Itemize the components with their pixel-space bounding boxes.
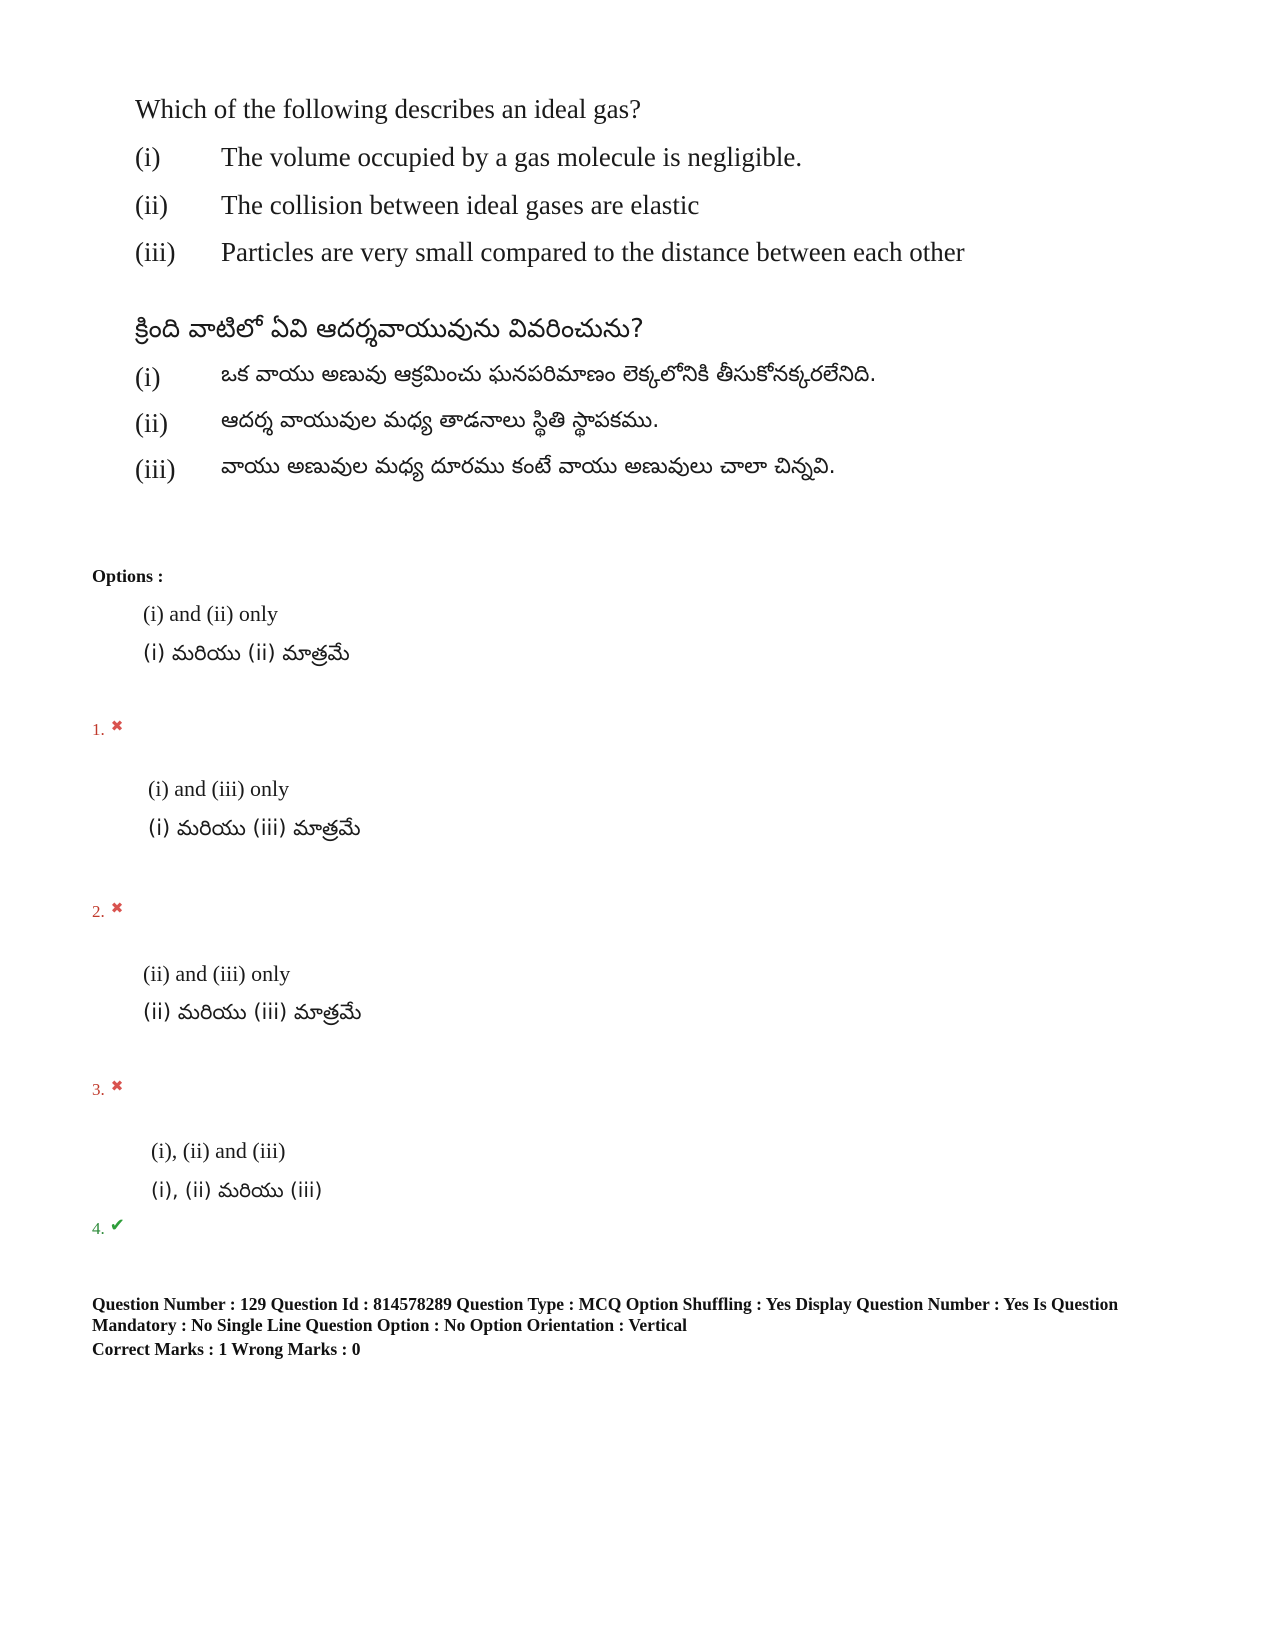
option-1-text-te: (i) మరియు (ii) మాత్రమే: [143, 641, 350, 665]
option-2-text-te: (i) మరియు (iii) మాత్రమే: [148, 816, 361, 840]
question-prompt-en: Which of the following describes an ideal gas?: [135, 94, 642, 124]
option-4-text-en: (i), (ii) and (iii): [151, 1138, 286, 1163]
question-meta-line-1: Question Number : 129 Question Id : 814578289 Question Type : MCQ Option Shuffling : Yes Display Question Number : Yes Is Question: [92, 1294, 1119, 1314]
statement-text-te-3: వాయు అణువుల మధ్య దూరము కంటే వాయు అణువులు చాలా చిన్నవి.: [221, 454, 836, 479]
option-1-number: [92, 720, 123, 740]
question-prompt-te: క్రింది వాటిలో ఏవి ఆదర్శవాయువును వివరించును?: [135, 314, 644, 344]
statement-text-en-3: Particles are very small compared to the distance between each other: [221, 237, 965, 267]
statement-label-en-1: (i): [135, 142, 161, 172]
statement-text-en-2: The collision between ideal gases are elastic: [221, 190, 700, 220]
option-3-text-te: (ii) మరియు (iii) మాత్రమే: [143, 1000, 362, 1024]
option-2-number-label: 2.: [92, 902, 105, 921]
question-meta-line-2: Mandatory : No Single Line Question Option : No Option Orientation : Vertical: [92, 1315, 688, 1335]
option-3-text-en: (ii) and (iii) only: [143, 961, 291, 986]
cross-icon: ✖: [110, 719, 124, 735]
options-heading: Options :: [92, 566, 164, 586]
statement-text-te-1: ఒక వాయు అణువు ఆక్రమించు ఘనపరిమాణం లెక్కలోనికి తీసుకోనక్కరలేనిది.: [221, 362, 877, 387]
marks-line: Correct Marks : 1 Wrong Marks : 0: [92, 1339, 361, 1359]
statement-label-te-2: (ii): [135, 408, 168, 438]
statement-label-en-2: (ii): [135, 190, 168, 220]
statement-label-te-3: (iii): [135, 454, 176, 484]
option-1-number-label: 1.: [92, 720, 105, 739]
cross-icon: ✖: [110, 901, 124, 917]
option-2-text-en: (i) and (iii) only: [148, 776, 290, 801]
statement-label-en-3: (iii): [135, 237, 176, 267]
option-4-number: [92, 1215, 125, 1239]
option-1-text-en: (i) and (ii) only: [143, 601, 279, 626]
cross-icon: ✖: [110, 1079, 124, 1095]
statement-text-en-1: The volume occupied by a gas molecule is negligible.: [221, 142, 803, 172]
option-4-text-te: (i), (ii) మరియు (iii): [151, 1178, 323, 1202]
option-3-number-label: 3.: [92, 1080, 105, 1099]
statement-label-te-1: (i): [135, 362, 161, 392]
option-4-number-label: 4.: [92, 1219, 105, 1238]
check-icon: ✔: [109, 1215, 125, 1235]
statement-text-te-2: ఆదర్శ వాయువుల మధ్య తాడనాలు స్థితి స్థాపకము.: [221, 408, 660, 433]
option-2-number: [92, 902, 123, 922]
option-3-number: [92, 1080, 123, 1100]
